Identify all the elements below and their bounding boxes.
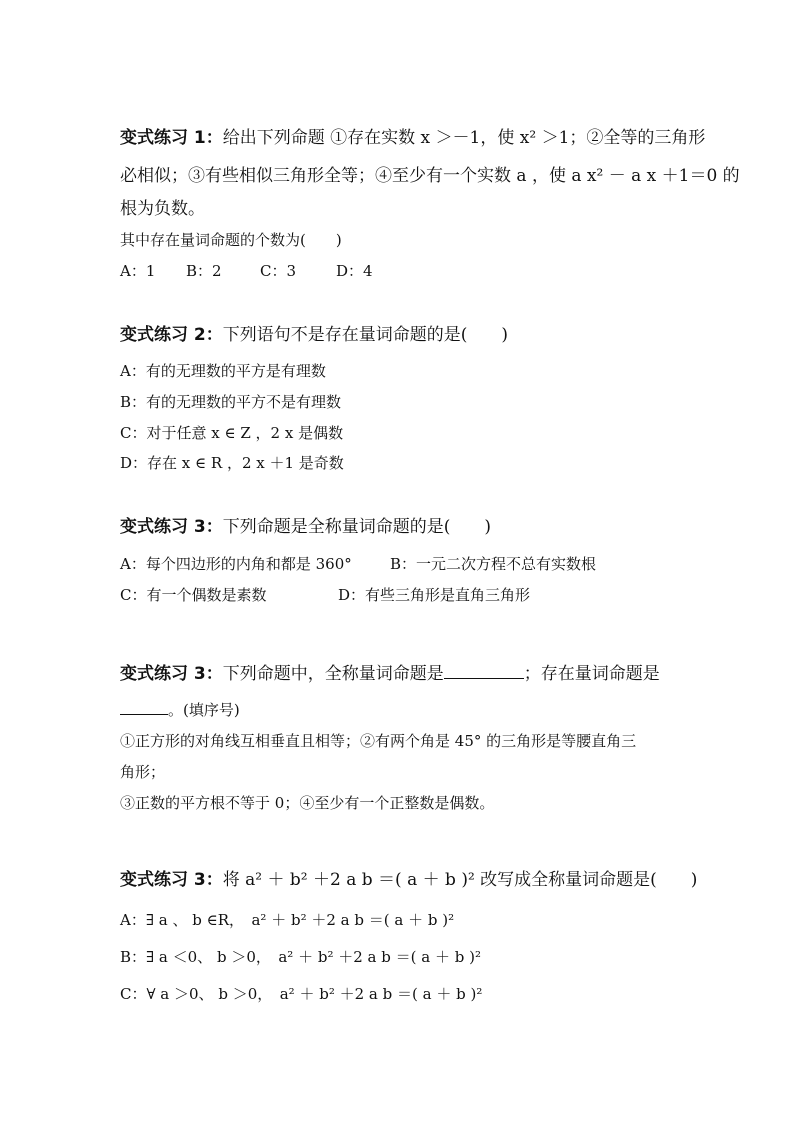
ex3-question: 下列命题是全称量词命题的是( )	[222, 517, 492, 537]
ex2-option-d: D：存在 x ∈ R ，2 x ＋1 是奇数	[120, 454, 344, 472]
ex3-option-a: A：每个四边形的内角和都是 360°	[120, 555, 352, 573]
ex1-label: 变式练习 1：	[120, 128, 223, 148]
answer-blank-universal[interactable]	[444, 663, 524, 679]
ex4-heading	[120, 663, 660, 684]
ex4-question-part3: 。(填序号)	[168, 701, 240, 719]
ex1-option-c: C：3	[260, 262, 297, 280]
ex2-heading	[120, 325, 508, 345]
ex1-question: 其中存在量词命题的个数为( )	[120, 231, 342, 249]
ex3-heading	[120, 517, 491, 537]
ex5-option-b: B：∃ a ＜0、 b ＞0， a² ＋ b² ＋2 a b ＝( a ＋ b )²	[120, 948, 481, 966]
ex4-label: 变式练习 3：	[120, 664, 223, 684]
ex5-label: 变式练习 3：	[120, 870, 223, 890]
ex3-option-c: C：有一个偶数是素数	[120, 586, 267, 604]
ex3-option-b: B：一元二次方程不总有实数根	[390, 555, 597, 573]
ex1-text-line3: 根为负数。	[120, 199, 205, 219]
ex2-label: 变式练习 2：	[120, 325, 223, 345]
ex1-option-a: A：1	[120, 262, 156, 280]
ex4-question-part2: ；存在量词命题是	[523, 664, 660, 684]
ex1-option-b: B：2	[186, 262, 222, 280]
ex2-option-a: A：有的无理数的平方是有理数	[120, 362, 326, 380]
ex1-text-line2: 必相似；③有些相似三角形全等；④至少有一个实数 a ，使 a x² － a x ＋1＝0 的	[120, 166, 740, 186]
ex3-options-row1	[120, 554, 596, 574]
answer-blank-existential[interactable]	[120, 699, 168, 715]
ex4-item1-line1: ①正方形的对角线互相垂直且相等；②有两个角是 45° 的三角形是等腰直角三	[120, 732, 637, 750]
ex2-option-c: C：对于任意 x ∈ Z ，2 x 是偶数	[120, 424, 344, 442]
ex3-options-row2	[120, 585, 530, 605]
ex1-text-line1: 给出下列命题 ①存在实数 x ＞－1，使 x² ＞1；②全等的三角形	[222, 128, 706, 148]
ex2-option-b: B：有的无理数的平方不是有理数	[120, 393, 342, 411]
ex5-question: 将 a² ＋ b² ＋2 a b ＝( a ＋ b )² 改写成全称量词命题是( )	[222, 870, 698, 890]
ex3-option-d: D：有些三角形是直角三角形	[338, 586, 531, 604]
ex1-options	[120, 261, 373, 281]
ex1-line1	[120, 128, 705, 148]
ex4-item1-line2: 角形；	[120, 763, 166, 781]
ex2-question: 下列语句不是存在量词命题的是( )	[222, 325, 509, 345]
ex5-option-c: C：∀ a ＞0、 b ＞0， a² ＋ b² ＋2 a b ＝( a ＋ b )²	[120, 985, 483, 1003]
ex4-question-line2	[120, 699, 240, 720]
ex4-item2: ③正数的平方根不等于 0；④至少有一个正整数是偶数。	[120, 794, 495, 812]
ex1-option-d: D：4	[336, 262, 373, 280]
ex3-label: 变式练习 3：	[120, 517, 223, 537]
ex4-question-part1: 下列命题中，全称量词命题是	[222, 664, 444, 684]
ex5-option-a: A：∃ a 、 b ∈R， a² ＋ b² ＋2 a b ＝( a ＋ b )²	[120, 911, 455, 929]
ex5-heading	[120, 870, 697, 890]
